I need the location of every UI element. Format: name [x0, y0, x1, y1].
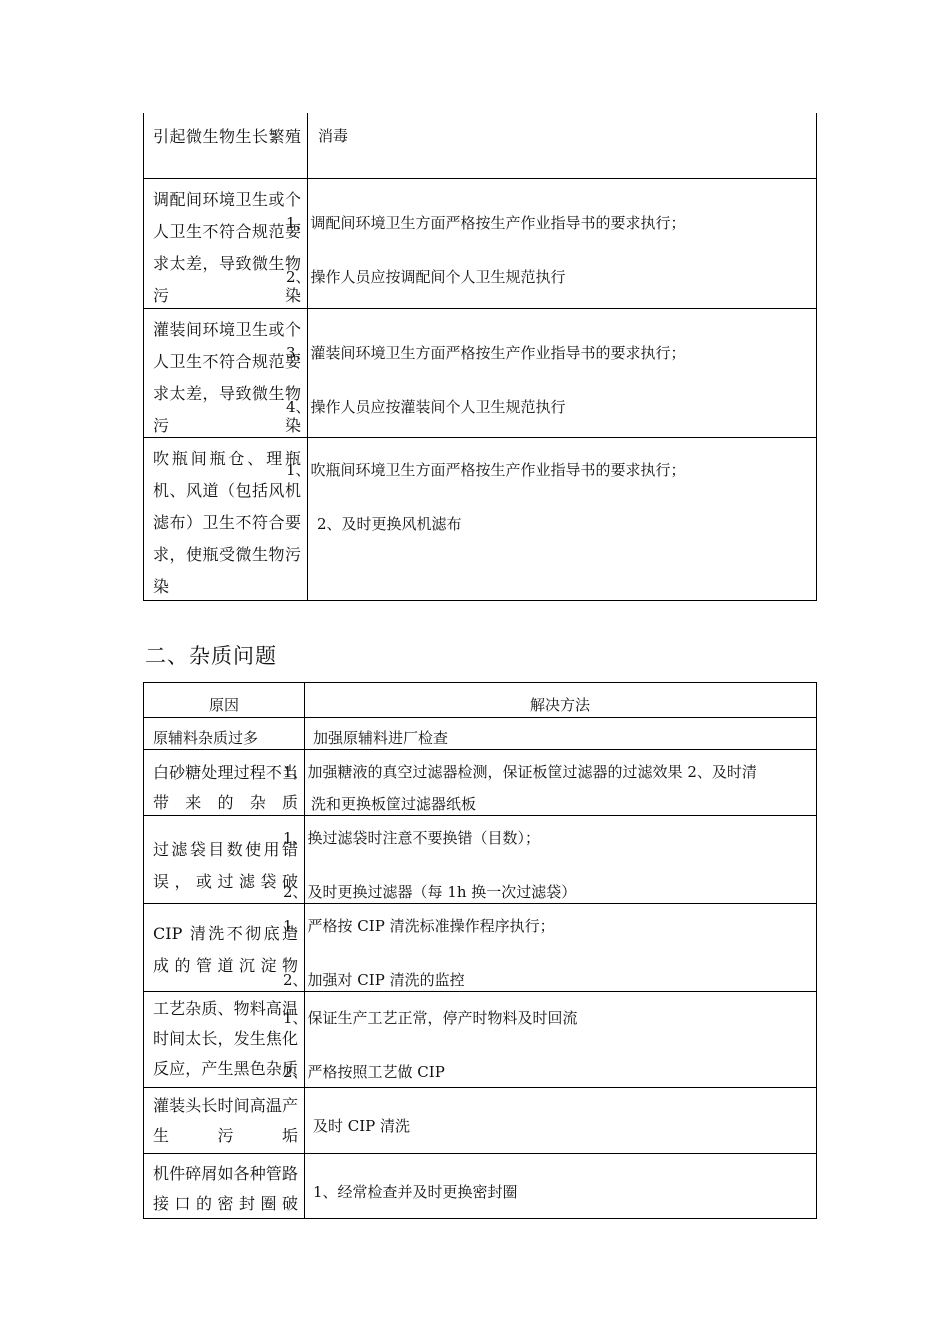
- cause-cell: 过滤袋目数使用错误，或过滤袋破: [153, 840, 298, 891]
- table-row: [144, 1087, 816, 1153]
- table-row: [144, 815, 816, 903]
- table-row: [144, 991, 816, 1087]
- solution-text: 4、操作人员应按灌装间个人卫生规范执行: [286, 398, 566, 416]
- cause-cell: 吹瓶间瓶仓、理瓶机、风道（包括风机滤布）卫生不符合要求，使瓶受微生物污染: [153, 449, 301, 596]
- solution-text: 1、严格按 CIP 清洗标准操作程序执行；: [283, 917, 555, 935]
- cause-cell: 引起微生物生长繁殖: [153, 127, 301, 146]
- table-row: [144, 308, 816, 438]
- cause-cell: 灌装头长时间高温产生污垢: [153, 1096, 298, 1145]
- cause-cell: 调配间环境卫生或个人卫生不符合规范要求太差，导致微生物污染: [153, 190, 301, 305]
- solution-text: 1、吹瓶间环境卫生方面严格按生产作业指导书的要求执行；: [286, 461, 686, 479]
- solution-text: 洗和更换板筐过滤器纸板: [311, 795, 477, 813]
- table-microbial: [143, 113, 817, 601]
- section-heading: 二、杂质问题: [145, 644, 277, 668]
- solution-text: 1、换过滤袋时注意不要换错（目数）；: [283, 829, 541, 847]
- header-cause: 原因: [208, 696, 239, 714]
- solution-text: 2、及时更换风机滤布: [317, 515, 462, 533]
- table-row: [144, 1153, 816, 1220]
- table-row: [144, 749, 816, 815]
- solution-text: 3、灌装间环境卫生方面严格按生产作业指导书的要求执行；: [286, 344, 686, 362]
- table-impurities: [143, 682, 817, 1219]
- solution-text: 2、严格按照工艺做 CIP: [283, 1063, 445, 1081]
- cause-cell: 工艺杂质、物料高温时间太长，发生焦化反应，产生黑色杂质: [153, 999, 298, 1078]
- table-row: [144, 113, 816, 179]
- solution-text: 2、操作人员应按调配间个人卫生规范执行: [286, 268, 566, 286]
- solution-text: 消毒: [318, 127, 349, 145]
- table-row: [144, 717, 816, 749]
- header-solution: 解决方法: [529, 696, 590, 714]
- solution-text: 加强原辅料进厂检查: [313, 729, 449, 747]
- solution-text: 2、及时更换过滤器（每 1h 换一次过滤袋）: [283, 883, 577, 901]
- solution-text: 及时 CIP 清洗: [313, 1117, 411, 1135]
- table-row: [144, 437, 816, 601]
- cause-cell: 灌装间环境卫生或个人卫生不符合规范要求太差，导致微生物污染: [153, 320, 301, 435]
- table-header-row: [144, 683, 816, 717]
- solution-text: 1、经常检查并及时更换密封圈: [313, 1183, 518, 1201]
- cause-cell: CIP 清洗不彻底造成的管道沉淀物: [153, 924, 298, 975]
- cause-cell: 白砂糖处理过程不当带来的杂质: [153, 763, 298, 812]
- solution-text: 2、加强对 CIP 清洗的监控: [283, 971, 465, 989]
- cause-cell: 机件碎屑如各种管路接口的密封圈破: [153, 1164, 298, 1213]
- solution-text: 1、保证生产工艺正常，停产时物料及时回流: [283, 1009, 578, 1027]
- cause-cell: 原辅料杂质过多: [153, 729, 259, 747]
- solution-text: 1、调配间环境卫生方面严格按生产作业指导书的要求执行；: [286, 214, 686, 232]
- solution-text: 1、加强糖液的真空过滤器检测，保证板筐过滤器的过滤效果 2、及时清: [283, 763, 757, 781]
- table-row: [144, 178, 816, 309]
- table-row: [144, 903, 816, 991]
